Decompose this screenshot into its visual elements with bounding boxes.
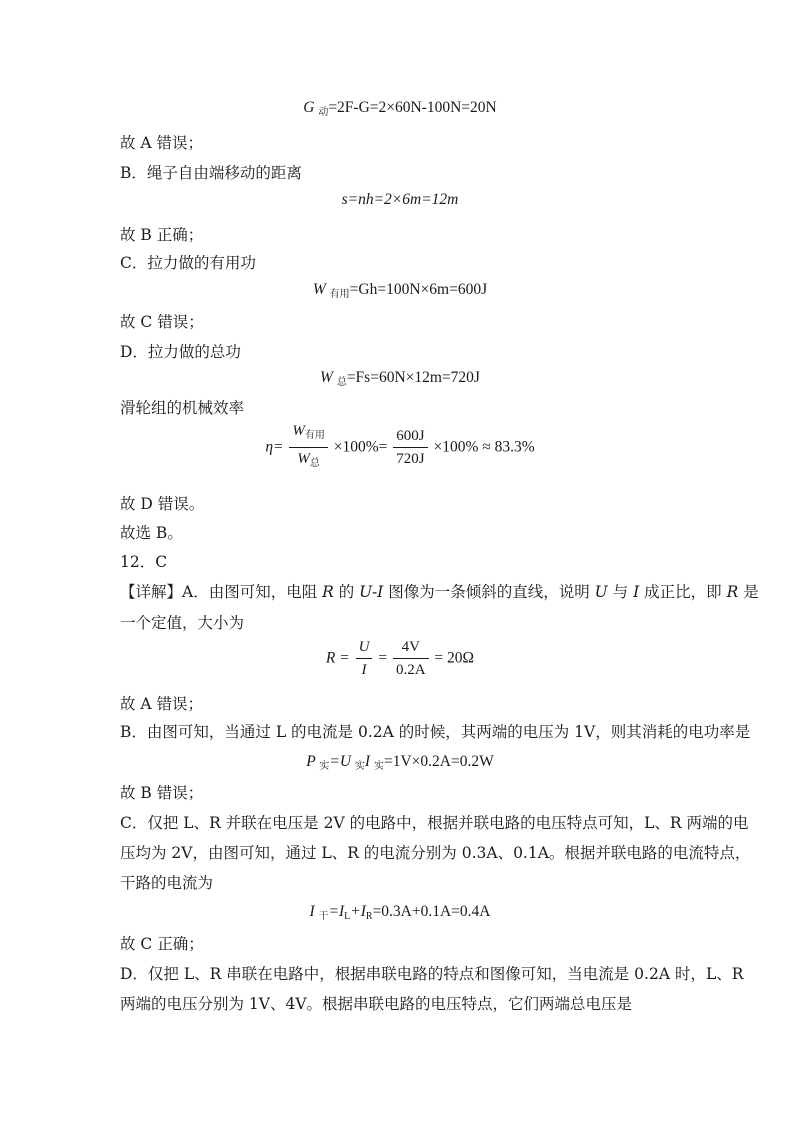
eq-symbol: I — [364, 753, 374, 770]
eq-symbol: P — [306, 753, 320, 770]
equation-g-moving-pulley — [120, 98, 680, 123]
text-line: 故选 B。 — [120, 524, 183, 542]
text-var: U — [594, 583, 608, 601]
text-line: 故 B 正确； — [120, 226, 204, 244]
eq-subscript: 动 — [318, 107, 329, 118]
fraction-values — [393, 427, 427, 468]
eq-mid: ×100%= — [333, 438, 388, 456]
frac-numerator: U — [358, 639, 370, 655]
text-line: C．仅把 L、R 并联在电压是 2V 的电路中，根据并联电路的电压特点可知，L、R 两端的电 — [120, 814, 749, 832]
frac-numerator: W — [292, 423, 305, 439]
text-seg: 【详解】A．由图可知，电阻 — [120, 583, 323, 601]
text-var: R — [322, 583, 334, 601]
text-line-explanation — [120, 582, 759, 602]
question-number: 12．C — [120, 553, 168, 571]
equation-useful-work — [120, 280, 680, 305]
text-line: B．由图可知，当通过 L 的电流是 0.2A 的时候，其两端的电压为 1V，则其消耗的电功率是 — [120, 723, 751, 741]
eq-symbol: +I — [350, 903, 366, 920]
eq-subscript: 干 — [318, 911, 329, 922]
text-line: C．拉力做的有用功 — [120, 254, 256, 272]
text-line: 故 C 错误； — [120, 313, 204, 331]
text-line: 故 B 错误； — [120, 784, 204, 802]
fraction-values — [393, 638, 429, 679]
text-seg: 图像为一条倾斜的直线，说明 — [383, 583, 595, 601]
text-var: I — [633, 583, 640, 601]
fraction-u-over-i — [356, 638, 373, 679]
eq-result: ×100% ≈ 83.3% — [433, 438, 535, 456]
eq-lhs: R = — [325, 649, 350, 667]
eq-subscript: R — [365, 911, 373, 922]
text-line: 故 A 错误； — [120, 134, 204, 152]
eq-symbol: W — [312, 281, 330, 298]
eq-symbol: W — [320, 369, 337, 386]
frac-denominator: 720J — [396, 451, 425, 467]
eq-lhs: η= — [265, 438, 284, 456]
text-line: D．仅把 L、R 串联在电路中，根据串联电路的特点和图像可知，当电流是 0.2A 时，L、R — [120, 965, 744, 983]
text-seg: 成正比，即 — [639, 583, 727, 601]
eq-subscript: 实 — [354, 761, 365, 772]
eq-subscript: 实 — [319, 761, 330, 772]
equation-main-current — [120, 902, 680, 927]
frac-numerator: 600J — [393, 427, 427, 448]
eq-subscript: 实 — [373, 761, 384, 772]
eq-symbol: I — [309, 903, 319, 920]
eq-subscript: L — [344, 911, 351, 922]
frac-denominator-sub: 总 — [309, 458, 320, 469]
eq-expression: =1V×0.2A=0.2W — [383, 753, 494, 770]
fraction-useful-over-total — [289, 422, 328, 473]
text-line: 一个定值，大小为 — [120, 614, 245, 632]
eq-symbol: G — [303, 99, 319, 116]
text-line: 滑轮组的机械效率 — [120, 399, 245, 417]
text-line: 故 C 正确； — [120, 935, 204, 953]
eq-expression: =0.3A+0.1A=0.4A — [372, 903, 491, 920]
frac-denominator: 0.2A — [395, 662, 426, 678]
text-line: D．拉力做的总功 — [120, 343, 241, 361]
text-seg: 的 — [333, 583, 360, 601]
eq-subscript: 总 — [336, 377, 347, 388]
text-line: B．绳子自由端移动的距离 — [120, 164, 302, 182]
text-var: R — [726, 583, 739, 601]
text-seg: 是 — [738, 583, 759, 601]
frac-numerator: 4V — [393, 638, 429, 659]
eq-expression: =2F-G=2×60N-100N=20N — [328, 99, 497, 116]
frac-numerator-sub: 有用 — [304, 430, 325, 441]
text-var: U-I — [359, 583, 384, 601]
equation-resistance — [120, 638, 680, 679]
equation-power — [120, 752, 680, 777]
text-line: 干路的电流为 — [120, 874, 214, 892]
text-line: 故 D 错误。 — [120, 495, 205, 513]
eq-symbol: =U — [329, 753, 355, 770]
frac-denominator: W — [297, 451, 310, 467]
text-line: 故 A 错误； — [120, 695, 204, 713]
eq-subscript: 有用 — [329, 289, 350, 300]
frac-denominator: I — [361, 662, 367, 678]
equation-total-work — [120, 368, 680, 393]
equation-distance — [120, 190, 680, 210]
eq-expression: =Gh=100N×6m=600J — [349, 281, 488, 298]
text-seg: 与 — [607, 583, 634, 601]
eq-expression: =Fs=60N×12m=720J — [346, 369, 480, 386]
equation-efficiency — [120, 422, 680, 473]
text-line: 两端的电压分别为 1V、4V。根据串联电路的电压特点，它们两端总电压是 — [120, 995, 633, 1013]
eq-mid: = — [378, 649, 388, 667]
text-line: 压均为 2V，由图可知，通过 L、R 的电流分别为 0.3A、0.1A。根据并联电路的电流特点， — [120, 844, 751, 862]
eq-expression: s=nh=2×6m=12m — [341, 191, 459, 208]
eq-symbol: =I — [328, 903, 345, 920]
eq-result: = 20Ω — [434, 649, 475, 667]
